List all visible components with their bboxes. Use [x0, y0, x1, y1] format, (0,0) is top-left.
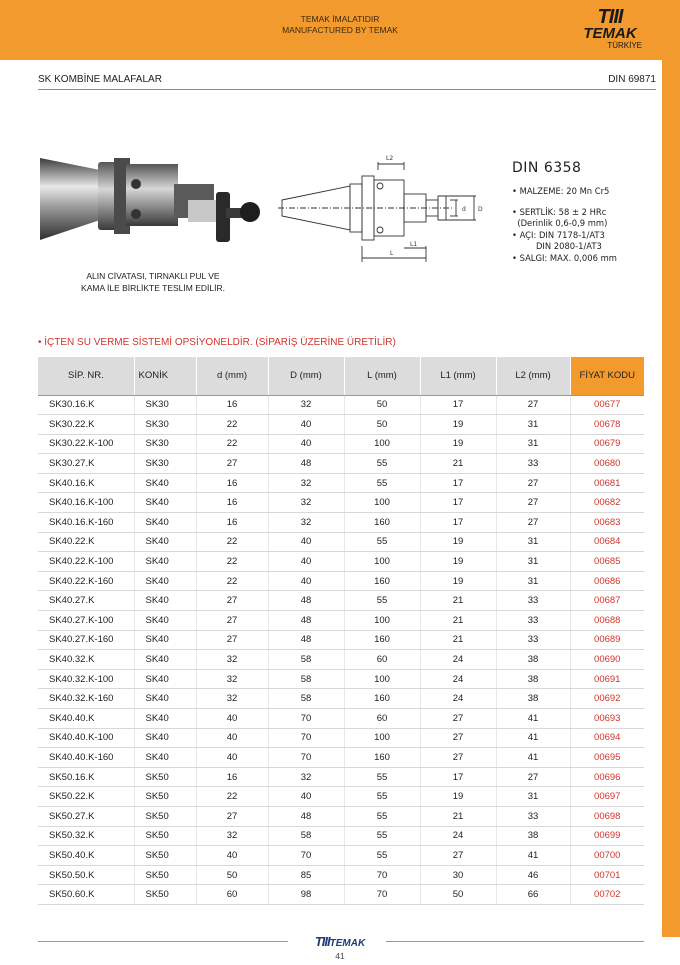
table-cell: 19 [420, 787, 496, 807]
temak-logo [576, 8, 644, 51]
table-cell: 160 [344, 513, 420, 533]
table-cell: 40 [268, 571, 344, 591]
table-cell: 31 [496, 532, 570, 552]
table-cell: 70 [268, 846, 344, 866]
col-header-price-code: FİYAT KODU [570, 357, 644, 395]
label-l1: L1 [410, 241, 418, 248]
table-cell: SK40.40.K [38, 709, 134, 729]
table-cell: 31 [496, 434, 570, 454]
section-header [38, 72, 656, 90]
table-cell: SK40.32.K-100 [38, 669, 134, 689]
table-row [38, 591, 644, 611]
section-title: SK KOMBİNE MALAFALAR [38, 74, 162, 85]
table-cell: 50 [344, 415, 420, 435]
table-row [38, 395, 644, 415]
table-cell: 24 [420, 650, 496, 670]
table-cell: 160 [344, 630, 420, 650]
table-cell: SK40 [134, 748, 196, 768]
table-cell: 32 [268, 493, 344, 513]
table-cell: 16 [196, 493, 268, 513]
table-cell: 98 [268, 885, 344, 905]
table-cell: SK50 [134, 885, 196, 905]
table-cell: 41 [496, 846, 570, 866]
table-cell: 17 [420, 767, 496, 787]
table-cell: 41 [496, 728, 570, 748]
water-cooling-notice: • İÇTEN SU VERME SİSTEMİ OPSİYONELDİR. (SİPARİŞ ÜZERİNE ÜRETİLİR) [38, 337, 396, 348]
col-header-taper: KONİK [134, 357, 196, 395]
table-cell: SK50 [134, 846, 196, 866]
price-code-cell: 00692 [570, 689, 644, 709]
table-cell: SK40 [134, 532, 196, 552]
table-cell: 30 [420, 865, 496, 885]
price-code-cell: 00699 [570, 826, 644, 846]
table-cell: 22 [196, 552, 268, 572]
table-cell: SK30 [134, 454, 196, 474]
col-header-d: d (mm) [196, 357, 268, 395]
caption-line-2: KAMA İLE BİRLİKTE TESLİM EDİLİR. [81, 283, 225, 293]
price-code-cell: 00678 [570, 415, 644, 435]
table-row [38, 513, 644, 533]
table-cell: 55 [344, 532, 420, 552]
table-cell: SK30 [134, 395, 196, 415]
spec-line: • SALGI: MAX. 0,006 mm [512, 252, 617, 263]
price-code-cell: 00694 [570, 728, 644, 748]
photo-caption [48, 270, 258, 294]
table-cell: 16 [196, 473, 268, 493]
table-cell: 27 [196, 806, 268, 826]
table-cell: SK40 [134, 493, 196, 513]
table-cell: 41 [496, 748, 570, 768]
table-cell: 19 [420, 552, 496, 572]
table-cell: 27 [496, 513, 570, 533]
table-row [38, 415, 644, 435]
table-cell: 48 [268, 611, 344, 631]
table-cell: 38 [496, 826, 570, 846]
col-header-big-d: D (mm) [268, 357, 344, 395]
table-cell: 60 [344, 709, 420, 729]
page-number: 41 [335, 951, 345, 961]
table-row [38, 630, 644, 650]
table-cell: 58 [268, 669, 344, 689]
table-cell: 17 [420, 473, 496, 493]
table-cell: SK40 [134, 669, 196, 689]
table-cell: SK40 [134, 650, 196, 670]
table-cell: 22 [196, 787, 268, 807]
footer-logo-word: TEMAK [329, 938, 366, 949]
table-cell: SK30 [134, 434, 196, 454]
table-cell: 40 [196, 748, 268, 768]
table-cell: 16 [196, 767, 268, 787]
col-header-l: L (mm) [344, 357, 420, 395]
table-cell: SK40.27.K-160 [38, 630, 134, 650]
table-cell: 19 [420, 532, 496, 552]
table-row [38, 787, 644, 807]
table-cell: SK40 [134, 689, 196, 709]
table-cell: SK40.27.K-100 [38, 611, 134, 631]
price-code-cell: 00690 [570, 650, 644, 670]
table-cell: 60 [344, 650, 420, 670]
table-cell: 31 [496, 571, 570, 591]
tool-holder-photo [38, 148, 263, 260]
right-accent-strip [662, 60, 680, 937]
table-cell: 100 [344, 669, 420, 689]
table-row [38, 748, 644, 768]
table-row [38, 669, 644, 689]
table-cell: 160 [344, 689, 420, 709]
table-cell: 60 [196, 885, 268, 905]
table-cell: SK50.32.K [38, 826, 134, 846]
table-cell: 55 [344, 846, 420, 866]
table-row [38, 846, 644, 866]
table-cell: 17 [420, 395, 496, 415]
table-cell: 27 [496, 395, 570, 415]
table-cell: 55 [344, 826, 420, 846]
price-code-cell: 00688 [570, 611, 644, 631]
table-cell: 100 [344, 728, 420, 748]
table-cell: 31 [496, 787, 570, 807]
table-cell: 100 [344, 611, 420, 631]
table-cell: SK40.32.K-160 [38, 689, 134, 709]
price-code-cell: 00682 [570, 493, 644, 513]
header-line-1: TEMAK İMALATIDIR [300, 14, 380, 24]
table-cell: 22 [196, 434, 268, 454]
price-code-cell: 00689 [570, 630, 644, 650]
table-cell: 58 [268, 650, 344, 670]
col-header-order-no: SİP. NR. [38, 357, 134, 395]
price-code-cell: 00698 [570, 806, 644, 826]
table-cell: SK30 [134, 415, 196, 435]
section-standard: DIN 69871 [608, 74, 656, 85]
table-cell: SK40 [134, 571, 196, 591]
table-row [38, 434, 644, 454]
table-cell: 27 [420, 709, 496, 729]
table-cell: 50 [344, 395, 420, 415]
price-code-cell: 00686 [570, 571, 644, 591]
table-cell: 100 [344, 434, 420, 454]
table-cell: SK40.32.K [38, 650, 134, 670]
table-cell: 21 [420, 806, 496, 826]
table-cell: 21 [420, 611, 496, 631]
table-cell: 16 [196, 395, 268, 415]
table-cell: SK50.40.K [38, 846, 134, 866]
table-cell: 33 [496, 611, 570, 631]
table-row [38, 571, 644, 591]
table-cell: SK50.16.K [38, 767, 134, 787]
spec-line: DIN 2080-1/AT3 [512, 241, 602, 251]
table-cell: 21 [420, 454, 496, 474]
price-code-cell: 00677 [570, 395, 644, 415]
table-cell: SK50.27.K [38, 806, 134, 826]
table-cell: 50 [420, 885, 496, 905]
col-header-l2: L2 (mm) [496, 357, 570, 395]
spec-line: • AÇI: DIN 7178-1/AT3 [512, 229, 605, 240]
table-cell: SK40.22.K-160 [38, 571, 134, 591]
table-row [38, 767, 644, 787]
table-cell: 33 [496, 630, 570, 650]
table-cell: 40 [268, 415, 344, 435]
table-cell: SK40.27.K [38, 591, 134, 611]
table-cell: 24 [420, 669, 496, 689]
table-row [38, 806, 644, 826]
table-cell: 160 [344, 571, 420, 591]
table-row [38, 650, 644, 670]
table-body [38, 395, 644, 904]
table-cell: 55 [344, 591, 420, 611]
table-cell: SK50.60.K [38, 885, 134, 905]
spec-line: • SERTLİK: 58 ± 2 HRc [512, 206, 607, 217]
table-cell: 55 [344, 806, 420, 826]
table-cell: 70 [344, 865, 420, 885]
table-cell: 70 [268, 728, 344, 748]
table-cell: 19 [420, 415, 496, 435]
caption-line-1: ALIN CİVATASI, TIRNAKLI PUL VE [86, 271, 220, 281]
table-cell: 70 [344, 885, 420, 905]
table-cell: SK40.22.K [38, 532, 134, 552]
table-cell: 70 [268, 709, 344, 729]
table-cell: 33 [496, 806, 570, 826]
table-cell: SK30.22.K-100 [38, 434, 134, 454]
col-header-l1: L1 (mm) [420, 357, 496, 395]
table-cell: 27 [496, 473, 570, 493]
price-code-cell: 00679 [570, 434, 644, 454]
price-code-cell: 00695 [570, 748, 644, 768]
table-row [38, 611, 644, 631]
table-cell: 32 [196, 689, 268, 709]
table-cell: 66 [496, 885, 570, 905]
table-header-row [38, 357, 644, 395]
table-cell: SK50 [134, 767, 196, 787]
table-cell: 40 [268, 532, 344, 552]
table-cell: SK30.22.K [38, 415, 134, 435]
price-code-cell: 00702 [570, 885, 644, 905]
table-cell: 48 [268, 591, 344, 611]
table-cell: 17 [420, 493, 496, 513]
table-cell: 100 [344, 552, 420, 572]
table-cell: 19 [420, 434, 496, 454]
table-cell: 27 [420, 728, 496, 748]
table-cell: 50 [196, 865, 268, 885]
table-row [38, 709, 644, 729]
table-row [38, 552, 644, 572]
table-cell: 38 [496, 650, 570, 670]
table-cell: 55 [344, 454, 420, 474]
label-l: L [390, 250, 394, 257]
table-cell: 31 [496, 415, 570, 435]
price-code-cell: 00687 [570, 591, 644, 611]
table-cell: SK50 [134, 826, 196, 846]
table-cell: 27 [196, 630, 268, 650]
footer-rule-right [386, 941, 644, 942]
table-cell: SK40.22.K-100 [38, 552, 134, 572]
footer-logo-mark: TIII [314, 934, 330, 949]
logo-word: TEMAK [583, 25, 637, 42]
table-row [38, 689, 644, 709]
table-cell: 40 [196, 709, 268, 729]
table-cell: 32 [268, 473, 344, 493]
table-cell: 100 [344, 493, 420, 513]
table-cell: 32 [196, 669, 268, 689]
spec-title: DIN 6358 [512, 160, 582, 176]
table-cell: 32 [268, 767, 344, 787]
table-cell: 22 [196, 571, 268, 591]
table-cell: SK40.40.K-160 [38, 748, 134, 768]
table-row [38, 493, 644, 513]
table-cell: 160 [344, 748, 420, 768]
table-cell: 48 [268, 806, 344, 826]
table-cell: 21 [420, 630, 496, 650]
table-cell: 40 [196, 846, 268, 866]
price-code-cell: 00701 [570, 865, 644, 885]
table-cell: SK50.50.K [38, 865, 134, 885]
table-cell: 24 [420, 689, 496, 709]
table-row [38, 454, 644, 474]
table-row [38, 826, 644, 846]
table-cell: SK40 [134, 513, 196, 533]
header-line-2: MANUFACTURED BY TEMAK [282, 25, 398, 35]
table-cell: 85 [268, 865, 344, 885]
table-cell: 40 [268, 787, 344, 807]
table-cell: 38 [496, 669, 570, 689]
price-code-cell: 00684 [570, 532, 644, 552]
table-cell: SK40 [134, 630, 196, 650]
table-cell: 48 [268, 454, 344, 474]
table-cell: 22 [196, 415, 268, 435]
table-cell: 55 [344, 767, 420, 787]
table-cell: 16 [196, 513, 268, 533]
label-d-small: d [462, 206, 466, 213]
table-cell: 58 [268, 826, 344, 846]
table-cell: SK50 [134, 806, 196, 826]
table-cell: SK50 [134, 787, 196, 807]
product-table [38, 357, 644, 905]
table-cell: 32 [196, 826, 268, 846]
table-cell: SK40.16.K [38, 473, 134, 493]
price-code-cell: 00683 [570, 513, 644, 533]
price-code-cell: 00697 [570, 787, 644, 807]
table-cell: 33 [496, 591, 570, 611]
spec-line: • MALZEME: 20 Mn Cr5 [512, 186, 610, 196]
table-row [38, 885, 644, 905]
table-cell: 46 [496, 865, 570, 885]
table-row [38, 865, 644, 885]
footer-logo [300, 933, 380, 951]
footer-rule-left [38, 941, 288, 942]
table-cell: 40 [196, 728, 268, 748]
logo-country: TÜRKİYE [607, 41, 642, 50]
table-cell: SK40.16.K-100 [38, 493, 134, 513]
table-cell: 58 [268, 689, 344, 709]
price-code-cell: 00680 [570, 454, 644, 474]
table-row [38, 473, 644, 493]
table-cell: SK50.22.K [38, 787, 134, 807]
table-cell: 32 [268, 513, 344, 533]
table-row [38, 728, 644, 748]
table-cell: SK50 [134, 865, 196, 885]
table-cell: SK40 [134, 728, 196, 748]
table-cell: 27 [496, 493, 570, 513]
table-cell: SK40 [134, 473, 196, 493]
table-cell: 17 [420, 513, 496, 533]
price-code-cell: 00681 [570, 473, 644, 493]
table-cell: SK30.16.K [38, 395, 134, 415]
table-cell: SK40.40.K-100 [38, 728, 134, 748]
table-cell: 27 [420, 748, 496, 768]
table-cell: 21 [420, 591, 496, 611]
table-cell: SK40 [134, 552, 196, 572]
table-cell: 19 [420, 571, 496, 591]
table-cell: 24 [420, 826, 496, 846]
price-code-cell: 00685 [570, 552, 644, 572]
table-cell: 55 [344, 473, 420, 493]
table-cell: 48 [268, 630, 344, 650]
table-cell: 22 [196, 532, 268, 552]
price-code-cell: 00693 [570, 709, 644, 729]
table-cell: 38 [496, 689, 570, 709]
table-row [38, 532, 644, 552]
table-cell: 31 [496, 552, 570, 572]
table-cell: 27 [420, 846, 496, 866]
table-cell: SK40 [134, 709, 196, 729]
table-cell: 27 [196, 611, 268, 631]
spec-block [512, 160, 662, 264]
table-cell: 70 [268, 748, 344, 768]
table-cell: 27 [196, 591, 268, 611]
price-code-cell: 00696 [570, 767, 644, 787]
technical-drawing [278, 150, 500, 268]
table-cell: 40 [268, 552, 344, 572]
table-cell: 33 [496, 454, 570, 474]
table-cell: 32 [268, 395, 344, 415]
table-cell: 55 [344, 787, 420, 807]
table-cell: SK40 [134, 591, 196, 611]
logo-mark: TIII [597, 6, 623, 28]
table-cell: SK40 [134, 611, 196, 631]
table-cell: 27 [496, 767, 570, 787]
spec-line: (Derinlik 0,6-0,9 mm) [512, 218, 608, 228]
table-cell: 32 [196, 650, 268, 670]
price-code-cell: 00700 [570, 846, 644, 866]
label-d-big: D [478, 206, 483, 213]
label-l2: L2 [386, 155, 394, 162]
table-cell: 41 [496, 709, 570, 729]
table-cell: SK40.16.K-160 [38, 513, 134, 533]
table-cell: SK30.27.K [38, 454, 134, 474]
price-code-cell: 00691 [570, 669, 644, 689]
table-cell: 40 [268, 434, 344, 454]
table-cell: 27 [196, 454, 268, 474]
